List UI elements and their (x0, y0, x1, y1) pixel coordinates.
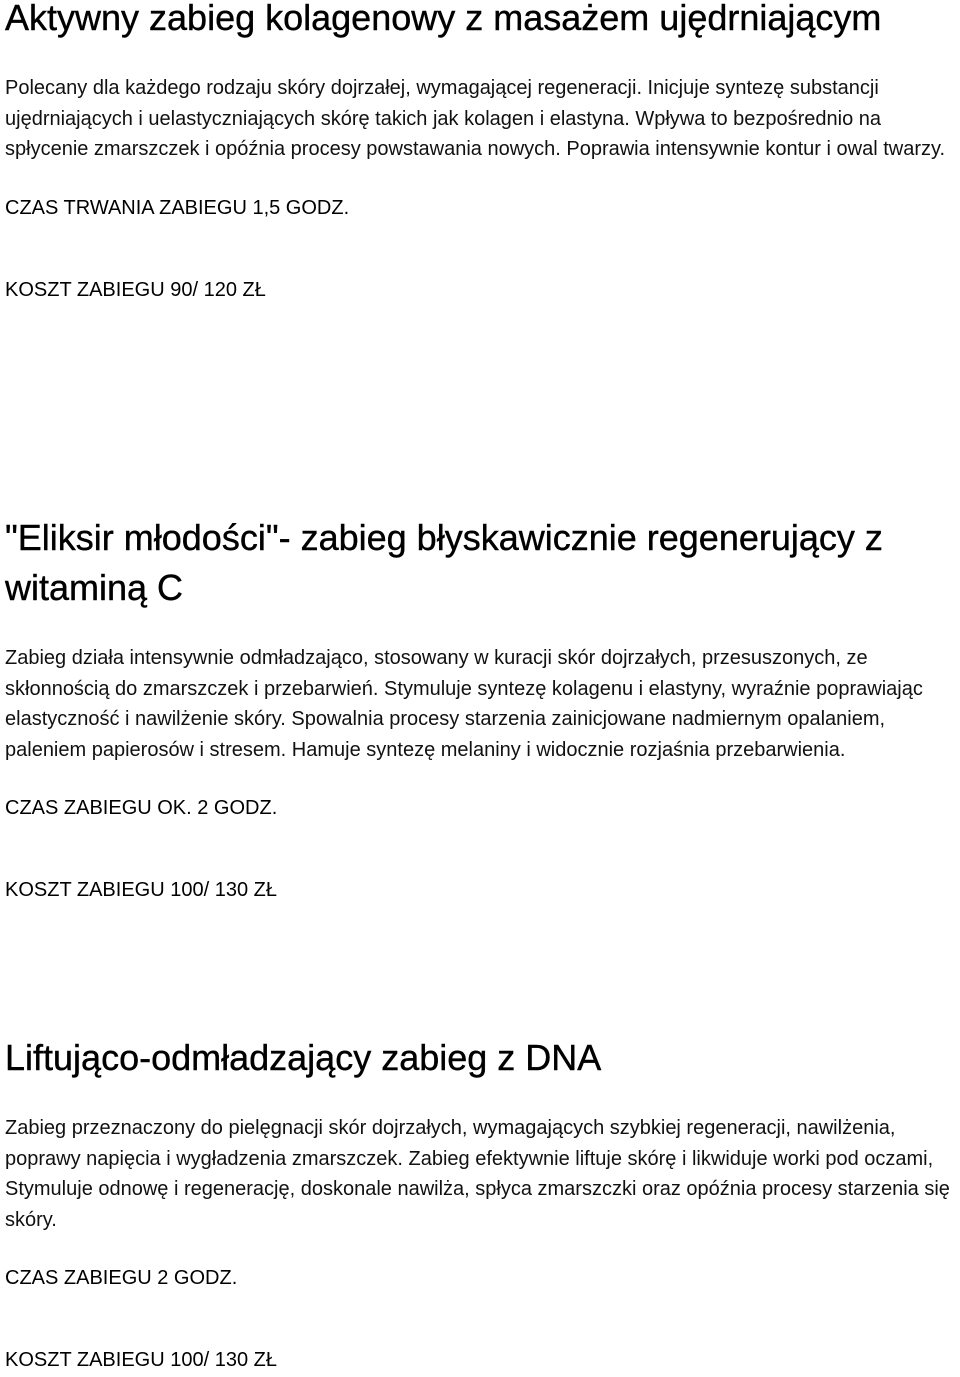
treatment-price: KOSZT ZABIEGU 100/ 130 ZŁ (5, 1349, 277, 1371)
treatment-description: Zabieg przeznaczony do pielęgnacji skór dojrzałych, wymagających szybkiej regeneracji, nawilżenia, poprawy napięcia i wygładzenia zmarszczek. Zabieg efektywnie liftuje skórę i likwiduje worki pod oczami, Stymuluje odnowę i regenerację, doskonale nawilża, spłyca zmarszczki oraz opóźnia procesy starzenia się skóry. (5, 1117, 950, 1231)
treatment-description: Polecany dla każdego rodzaju skóry dojrzałej, wymagającej regeneracji. Inicjuje syntezę substancji ujędrniających i uelastyczniających skórę takich jak kolagen i elastyna. Wpływa to bezpośrednio na spłycenie zmarszczek i opóźnia procesy powstawania nowych. Poprawia intensywnie kontur i owal twarzy. (5, 77, 946, 160)
treatment-title: Liftująco-odmładzający zabieg z DNA (5, 1037, 602, 1078)
treatment-dna (5, 1033, 950, 1375)
treatment-duration: CZAS ZABIEGU 2 GODZ. (5, 1267, 238, 1289)
treatment-duration: CZAS ZABIEGU OK. 2 GODZ. (5, 797, 278, 819)
treatment-collagen (5, 0, 950, 305)
treatment-description: Zabieg działa intensywnie odmładzająco, stosowany w kuracji skór dojrzałych, przesuszonych, ze skłonnością do zmarszczek i przebarwień. Stymuluje syntezę kolagenu i elastyny, wyraźnie poprawiając elastyczność i nawilżenie skóry. Spowalnia procesy starzenia zainicjowane nadmiernym opalaniem, paleniem papierosów i stresem. Hamuje syntezę melaniny i widocznie rozjaśnia przebarwienia. (5, 647, 923, 761)
treatment-duration: CZAS TRWANIA ZABIEGU 1,5 GODZ. (5, 196, 350, 219)
treatment-price: KOSZT ZABIEGU 100/ 130 ZŁ (5, 879, 277, 901)
treatment-vitamin-c (5, 513, 950, 905)
treatment-title: "Eliksir młodości"- zabieg błyskawicznie regenerujący z witaminą C (5, 517, 883, 608)
treatment-title: Aktywny zabieg kolagenowy z masażem ujędrniającym (5, 0, 882, 38)
treatment-price: KOSZT ZABIEGU 90/ 120 ZŁ (5, 278, 266, 301)
